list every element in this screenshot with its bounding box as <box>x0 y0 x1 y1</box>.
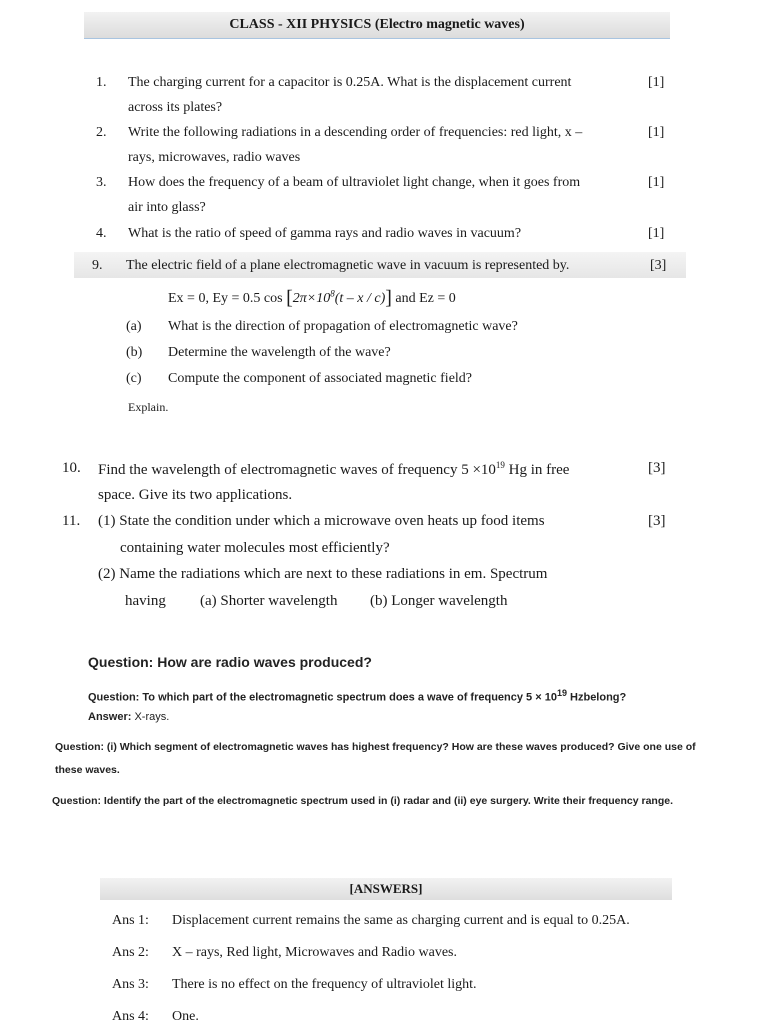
question-number: 9. <box>92 258 103 273</box>
part-text: What is the direction of propagation of electromagnetic wave? <box>168 319 518 334</box>
header-band <box>84 12 670 39</box>
page-title: CLASS - XII PHYSICS (Electro magnetic waves) <box>229 17 525 32</box>
question-text: rays, microwaves, radio waves <box>128 150 301 165</box>
question-number: 11. <box>62 513 81 529</box>
equation-exponent: 8 <box>330 288 335 299</box>
part-label: (b) <box>126 345 143 360</box>
option-longer: (b) Longer wavelength <box>370 593 508 609</box>
equation-arg <box>292 288 386 306</box>
equation-phase: (t – x / c) <box>334 291 386 306</box>
question-mark: [3] <box>648 460 666 476</box>
answer-text: X-rays. <box>131 711 170 723</box>
question-segment-cont: these waves. <box>55 764 120 776</box>
question-number: 4. <box>96 226 107 241</box>
question-text: How does the frequency of a beam of ultraviolet light change, when it goes from <box>128 175 581 190</box>
part-text: Compute the component of associated magnetic field? <box>168 371 473 386</box>
question-text: space. Give its two applications. <box>98 487 293 503</box>
question-text: What is the ratio of speed of gamma rays and radio waves in vacuum? <box>128 226 522 241</box>
question-text: (2) Name the radiations which are next to these radiations in em. Spectrum <box>98 566 548 582</box>
question-frequency: Question: To which part of the electromagnetic spectrum does a wave of frequency $5 \times 10^{19}$ Hzbelong? <box>88 688 627 704</box>
question-text: Write the following radiations in a descending order of frequencies: red light, x – <box>128 125 583 140</box>
answer-label: Ans 2: <box>112 945 149 960</box>
question-number: 3. <box>96 175 107 190</box>
question-mark: [1] <box>648 226 665 241</box>
frequency-exponent: 19 <box>556 688 567 698</box>
question-mark: [1] <box>648 75 665 90</box>
answer-label: Ans 3: <box>112 977 149 992</box>
question-mark: [3] <box>650 258 667 273</box>
question-number: 2. <box>96 125 107 140</box>
answer-label: Ans 4: <box>112 1009 149 1024</box>
question-text: containing water molecules most efficiently? <box>120 540 390 556</box>
bracket-close: ] <box>385 287 392 309</box>
question-text: (1) State the condition under which a microwave oven heats up food items <box>98 513 545 529</box>
question-mark: [1] <box>648 175 665 190</box>
answer-text: X – rays, Red light, Microwaves and Radio waves. <box>172 945 457 960</box>
question-radar: Question: Identify the part of the electromagnetic spectrum used in (i) radar and (ii) eye surgery. Write their frequency range. <box>52 795 673 807</box>
question-number: 1. <box>96 75 107 90</box>
option-shorter: (a) Shorter wavelength <box>200 593 338 609</box>
question-mark: [3] <box>648 513 666 529</box>
answers-band <box>100 878 672 900</box>
equation-lhs: Ex = 0, Ey = 0.5 cos <box>168 291 283 306</box>
question-radio-waves: Question: How are radio waves produced? <box>88 654 372 670</box>
answer-label: Answer: <box>88 711 132 723</box>
equation-rhs: and Ez = 0 <box>395 291 456 306</box>
answer-text: Displacement current remains the same as charging current and is equal to 0.25A. <box>172 913 630 928</box>
answer-text: There is no effect on the frequency of ultraviolet light. <box>172 977 477 992</box>
answer-text: One. <box>172 1009 199 1024</box>
equation-coef: 2π×10 <box>292 291 331 306</box>
answer-line <box>88 711 169 723</box>
bracket-open: [ <box>286 287 293 309</box>
question-4-clipped <box>0 224 768 241</box>
clipped-text: Explain. <box>128 400 169 414</box>
part-label: (c) <box>126 371 142 386</box>
question-text: The electric field of a plane electromagnetic wave in vacuum is represented by. <box>126 258 570 273</box>
question-text: Find the wavelength of electromagnetic waves of frequency $5 \times 10^{19}$ Hg in free <box>98 460 570 478</box>
question-text: air into glass? <box>128 200 206 215</box>
frequency-exponent: 19 <box>495 460 505 470</box>
answers-title: [ANSWERS] <box>349 881 423 896</box>
question-segment: Question: (i) Which segment of electromagnetic waves has highest frequency? How are these waves produced? Give one use of <box>55 741 696 753</box>
question-text: The charging current for a capacitor is 0.25A. What is the displacement current <box>128 75 572 90</box>
part-label: (a) <box>126 319 142 334</box>
question-mark: [1] <box>648 125 665 140</box>
question-number: 10. <box>62 460 81 476</box>
answer-label: Ans 1: <box>112 913 149 928</box>
question-text: across its plates? <box>128 100 223 115</box>
equation <box>168 287 456 310</box>
part-text: Determine the wavelength of the wave? <box>168 345 391 360</box>
question-text: having <box>125 593 166 609</box>
